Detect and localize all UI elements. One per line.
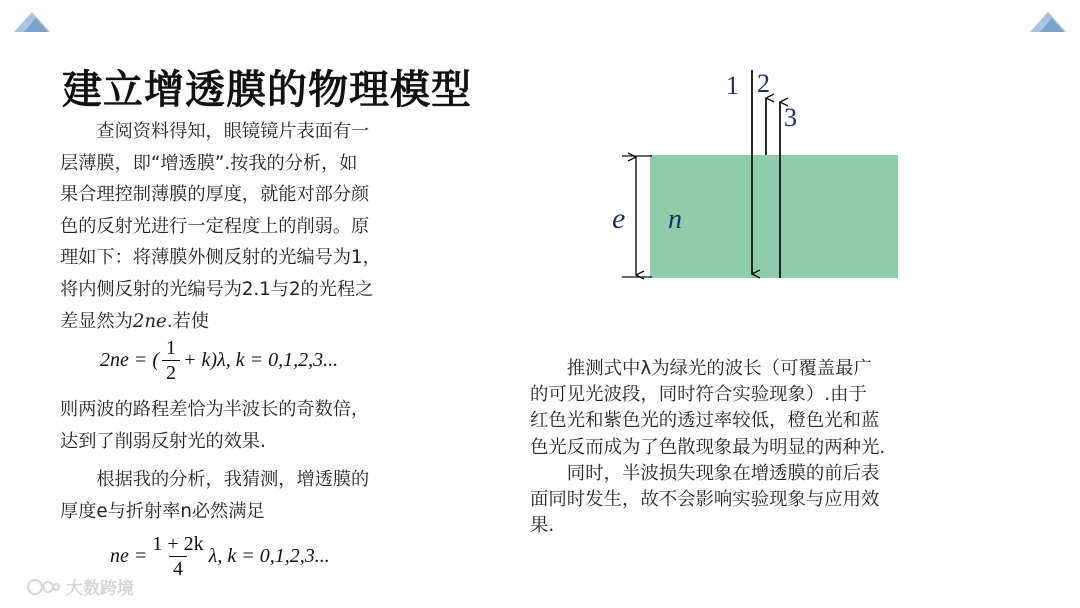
intro-paragraph	[60, 116, 445, 337]
page-title: 建立增透膜的物理模型	[62, 67, 472, 113]
text-line: 果.	[530, 515, 555, 537]
ray-label-3: 3	[784, 103, 797, 132]
equation-lhs: 2ne = (	[100, 349, 160, 371]
result-paragraph	[60, 394, 445, 457]
corner-triangle-icon	[14, 10, 50, 34]
hypothesis-paragraph	[60, 464, 445, 527]
explanation-column	[530, 356, 970, 539]
math-inline: 2ne	[132, 310, 167, 332]
text-line: 的可见光波段，同时符合实验现象）.由于	[530, 384, 867, 406]
watermark	[26, 574, 134, 599]
text-line: 红色光和紫色光的透过率较低，橙色光和蓝	[530, 410, 880, 432]
text-line: 厚度e与折射率n必然满足	[60, 500, 265, 522]
watermark-text: 大数跨境	[66, 579, 134, 599]
text-line: 果合理控制薄膜的厚度，就能对部分颜	[60, 184, 370, 206]
fraction-numerator: 1	[166, 337, 177, 359]
corner-triangle-icon	[1030, 10, 1066, 34]
film-layer	[650, 155, 898, 278]
text-line	[60, 306, 445, 338]
text-line: 则两波的路程差恰为半波长的奇数倍，	[60, 399, 370, 420]
refractive-index-label: n	[668, 204, 682, 235]
ray-label-2: 2	[757, 69, 770, 98]
text-line: 色的反射光进行一定程度上的削弱。原	[60, 215, 370, 237]
text-line: 达到了削弱反射光的效果.	[60, 430, 266, 452]
text-line: 根据我的分析，我猜测，增透膜的	[96, 469, 370, 490]
equation-thickness	[110, 532, 330, 581]
watermark-logo-icon	[26, 576, 60, 598]
text-fragment: 差显然为	[60, 310, 133, 332]
thin-film-diagram	[600, 60, 920, 292]
text-line: 色光反而成为了色散现象最为明显的两种光.	[530, 436, 886, 458]
text-line: 查阅资料得知，眼镜镜片表面有一	[96, 121, 370, 142]
text-line: 将内侧反射的光编号为2.1与2的光程之	[60, 278, 374, 300]
text-line: 理如下：将薄膜外侧反射的光编号为1，	[60, 247, 381, 269]
fraction-numerator: 1 + 2k	[152, 533, 204, 555]
fraction-denominator: 4	[169, 556, 187, 581]
fraction-denominator: 2	[162, 360, 180, 385]
text-line: 同时，半波损失现象在增透膜的前后表	[566, 462, 880, 484]
thickness-label: e	[612, 202, 626, 235]
text-line: 层薄膜，即“增透膜”.按我的分析，如	[60, 152, 358, 174]
equation-fraction	[162, 336, 180, 385]
equation-rest: + k)λ, k = 0,1,2,3...	[183, 349, 339, 371]
text-line: 推测式中λ为绿光的波长（可覆盖最广	[566, 358, 872, 379]
text-line: 面同时发生，故不会影响实验现象与应用效	[530, 489, 880, 511]
equation-path-difference	[100, 336, 338, 385]
equation-rest: λ, k = 0,1,2,3...	[208, 545, 330, 567]
ray-label-1: 1	[726, 71, 739, 100]
text-fragment: .若使	[166, 310, 209, 332]
equation-fraction	[150, 532, 205, 581]
equation-lhs: ne =	[110, 545, 148, 567]
